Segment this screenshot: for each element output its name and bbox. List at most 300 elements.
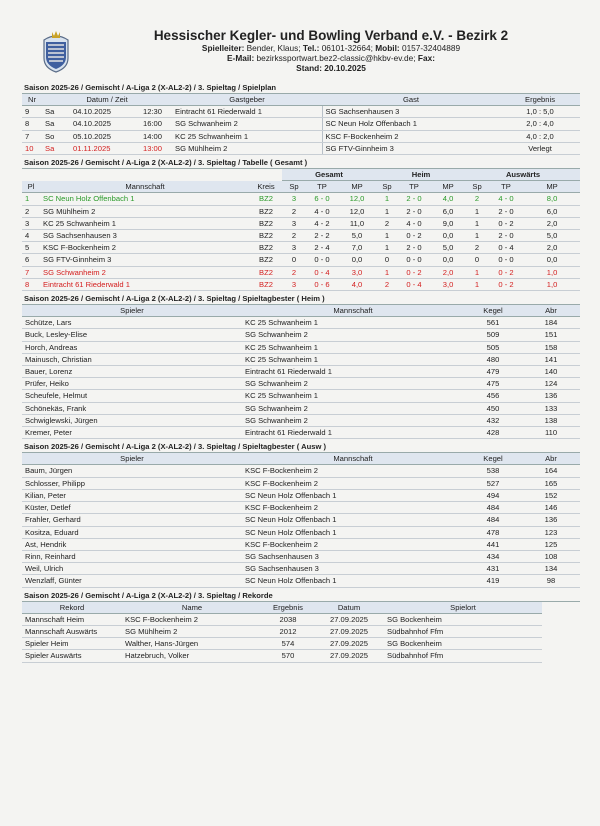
col-a-mp: MP [524,181,580,193]
standings-ausw-tp: 4 - 0 [488,193,524,205]
player-name: Küster, Detlef [22,502,242,514]
spielplan-table [22,94,580,155]
record-name: Walther, Hans-Jürgen [122,638,262,650]
player-abr: 140 [522,366,580,378]
standings-heim-tp: 0 - 2 [398,230,430,242]
player-name: Kremer, Peter [22,427,242,439]
record-venue: SG Bockenheim [384,638,542,650]
standings-gesamt-tp: 0 - 0 [306,254,338,266]
match-day: Sa [42,106,70,118]
player-abr: 98 [522,575,580,587]
standings-ausw-sp: 1 [466,266,488,278]
standings-heim-mp: 0,0 [430,254,466,266]
player-abr: 141 [522,353,580,365]
ausw-title: Saison 2025-26 / Gemischt / A-Liga 2 (X-AL2-2) / 3. Spieltag / Spieltagbester ( Ausw ) [22,441,580,453]
ausw-table [22,453,580,587]
player-team: SG Schwanheim 2 [242,402,464,414]
standings-ausw-tp: 0 - 4 [488,242,524,254]
hkbv-crest-icon [36,28,76,74]
col-spieler: Spieler [22,305,242,317]
record-type: Spieler Auswärts [22,650,122,662]
standings-gesamt-mp: 12,0 [338,205,376,217]
standings-gesamt-tp: 2 - 2 [306,230,338,242]
standings-ausw-tp: 2 - 0 [488,205,524,217]
col-mannschaft: Mannschaft [242,305,464,317]
standings-gesamt-sp: 3 [282,242,306,254]
player-kegel: 432 [464,414,522,426]
record-row [22,638,542,650]
player-name: Ast, Hendrik [22,538,242,550]
col-g-tp: TP [306,181,338,193]
match-nr: 9 [22,106,42,118]
ausw-best-row [22,502,580,514]
standings-heim-sp: 1 [376,266,398,278]
heim-title: Saison 2025-26 / Gemischt / A-Liga 2 (X-AL2-2) / 3. Spieltag / Spieltagbester ( Heim ) [22,293,580,305]
player-kegel: 509 [464,329,522,341]
standings-gesamt-sp: 2 [282,205,306,217]
match-host: Eintracht 61 Riederwald 1 [172,106,322,118]
player-abr: 136 [522,514,580,526]
standings-heim-sp: 1 [376,205,398,217]
match-host: KC 25 Schwanheim 1 [172,130,322,142]
col-g-sp: Sp [282,181,306,193]
standings-gesamt-tp: 6 - 0 [306,193,338,205]
player-team: KSC F-Bockenheim 2 [242,477,464,489]
player-abr: 146 [522,502,580,514]
col-ergebnis: Ergebnis [500,94,580,106]
heim-best-row [22,329,580,341]
player-team: KSC F-Bockenheim 2 [242,502,464,514]
standings-row [22,193,580,205]
player-name: Rinn, Reinhard [22,550,242,562]
standings-row [22,230,580,242]
col-gast: Gast [322,94,500,106]
player-team: KSC F-Bockenheim 2 [242,465,464,477]
standings-ausw-sp: 0 [466,254,488,266]
match-nr: 8 [22,118,42,130]
col-spieler: Spieler [22,453,242,465]
player-kegel: 484 [464,514,522,526]
col-a-tp: TP [488,181,524,193]
standings-gesamt-sp: 3 [282,217,306,229]
standings-gesamt-sp: 0 [282,254,306,266]
player-name: Kilian, Peter [22,489,242,501]
heim-best-row [22,341,580,353]
spielplan-row [22,142,580,154]
standings-ausw-mp: 6,0 [524,205,580,217]
player-team: SG Schwanheim 2 [242,378,464,390]
match-time: 16:00 [140,118,172,130]
player-kegel: 478 [464,526,522,538]
standings-row [22,205,580,217]
standings-team: KSC F-Bockenheim 2 [40,242,250,254]
player-abr: 123 [522,526,580,538]
standings-ausw-sp: 1 [466,205,488,217]
player-kegel: 561 [464,317,522,329]
standings-place: 8 [22,278,40,290]
standings-ausw-tp: 2 - 0 [488,230,524,242]
col-nr: Nr [22,94,42,106]
player-team: KC 25 Schwanheim 1 [242,390,464,402]
ausw-best-row [22,538,580,550]
record-date: 27.09.2025 [314,625,384,637]
match-time: 14:00 [140,130,172,142]
player-kegel: 505 [464,341,522,353]
standings-ausw-tp: 0 - 2 [488,266,524,278]
standings-gesamt-tp: 4 - 0 [306,205,338,217]
standings-kreis: BZ2 [250,254,282,266]
player-name: Weil, Ulrich [22,563,242,575]
ausw-best-row [22,489,580,501]
player-kegel: 441 [464,538,522,550]
standings-kreis: BZ2 [250,193,282,205]
standings-team: KC 25 Schwanheim 1 [40,217,250,229]
ausw-best-row [22,514,580,526]
col-spielort: Spielort [384,602,542,614]
match-date: 04.10.2025 [70,118,140,130]
player-team: SG Sachsenhausen 3 [242,550,464,562]
col-h-sp: Sp [376,181,398,193]
player-name: Mainusch, Christian [22,353,242,365]
heim-best-row [22,402,580,414]
standings-gesamt-mp: 5,0 [338,230,376,242]
match-nr: 10 [22,142,42,154]
ausw-best-row [22,575,580,587]
player-team: SC Neun Holz Offenbach 1 [242,575,464,587]
player-abr: 151 [522,329,580,341]
player-team: Eintracht 61 Riederwald 1 [242,427,464,439]
col-h-mp: MP [430,181,466,193]
col-abr: Abr [522,305,580,317]
player-abr: 133 [522,402,580,414]
player-name: Kositza, Eduard [22,526,242,538]
record-date: 27.09.2025 [314,650,384,662]
ausw-best-row [22,526,580,538]
document-page [22,22,580,663]
heim-best-row [22,414,580,426]
player-team: KC 25 Schwanheim 1 [242,317,464,329]
standings-heim-tp: 4 - 0 [398,217,430,229]
player-team: SC Neun Holz Offenbach 1 [242,514,464,526]
player-kegel: 480 [464,353,522,365]
col-kegel: Kegel [464,305,522,317]
col-mannschaft: Mannschaft [40,181,250,193]
record-type: Spieler Heim [22,638,122,650]
player-kegel: 479 [464,366,522,378]
standings-ausw-sp: 2 [466,193,488,205]
standings-team: SC Neun Holz Offenbach 1 [40,193,250,205]
record-date: 27.09.2025 [314,613,384,625]
player-kegel: 538 [464,465,522,477]
standings-place: 7 [22,266,40,278]
standings-heim-sp: 2 [376,278,398,290]
col-datum: Datum [314,602,384,614]
heim-table [22,305,580,439]
player-kegel: 450 [464,402,522,414]
standings-gesamt-sp: 3 [282,193,306,205]
standings-ausw-tp: 0 - 2 [488,278,524,290]
record-name: KSC F-Bockenheim 2 [122,613,262,625]
player-abr: 110 [522,427,580,439]
player-team: KSC F-Bockenheim 2 [242,538,464,550]
record-venue: Südbahnhof Ffm [384,650,542,662]
player-name: Schönekäs, Frank [22,402,242,414]
match-time: 13:00 [140,142,172,154]
player-name: Horch, Andreas [22,341,242,353]
standings-heim-tp: 0 - 0 [398,254,430,266]
record-row [22,613,542,625]
match-time: 12:30 [140,106,172,118]
standings-ausw-tp: 0 - 0 [488,254,524,266]
player-name: Frahler, Gerhard [22,514,242,526]
col-pl: Pl [22,181,40,193]
heim-best-row [22,366,580,378]
player-name: Schwiglewski, Jürgen [22,414,242,426]
standings-ausw-sp: 1 [466,278,488,290]
col-h-tp: TP [398,181,430,193]
player-name: Buck, Lesley-Elise [22,329,242,341]
standings-ausw-mp: 2,0 [524,242,580,254]
heim-best-row [22,353,580,365]
standings-place: 2 [22,205,40,217]
player-team: KC 25 Schwanheim 1 [242,353,464,365]
record-date: 27.09.2025 [314,638,384,650]
match-guest: SG FTV-Ginnheim 3 [322,142,500,154]
standings-row [22,217,580,229]
spielplan-title: Saison 2025-26 / Gemischt / A-Liga 2 (X-AL2-2) / 3. Spieltag / Spielplan [22,82,580,94]
record-result: 2038 [262,613,314,625]
standings-gesamt-tp: 4 - 2 [306,217,338,229]
standings-gesamt-tp: 2 - 4 [306,242,338,254]
match-guest: SC Neun Holz Offenbach 1 [322,118,500,130]
match-guest: KSC F-Bockenheim 2 [322,130,500,142]
record-row [22,650,542,662]
player-abr: 124 [522,378,580,390]
standings-gesamt-sp: 3 [282,278,306,290]
standings-gesamt-mp: 12,0 [338,193,376,205]
standings-team: Eintracht 61 Riederwald 1 [40,278,250,290]
standings-place: 6 [22,254,40,266]
standings-heim-sp: 1 [376,242,398,254]
standings-ausw-sp: 1 [466,217,488,229]
standings-ausw-sp: 2 [466,242,488,254]
record-result: 574 [262,638,314,650]
standings-team: SG Schwanheim 2 [40,266,250,278]
record-result: 2012 [262,625,314,637]
player-kegel: 494 [464,489,522,501]
standings-ausw-sp: 1 [466,230,488,242]
heim-best-row [22,378,580,390]
player-team: SC Neun Holz Offenbach 1 [242,489,464,501]
player-team: KC 25 Schwanheim 1 [242,341,464,353]
spielplan-row [22,106,580,118]
match-date: 05.10.2025 [70,130,140,142]
col-kreis: Kreis [250,181,282,193]
standings-kreis: BZ2 [250,230,282,242]
ausw-best-row [22,477,580,489]
col-gastgeber: Gastgeber [172,94,322,106]
standings-kreis: BZ2 [250,242,282,254]
standings-heim-mp: 5,0 [430,242,466,254]
standings-heim-mp: 4,0 [430,193,466,205]
standings-heim-mp: 0,0 [430,230,466,242]
col-name: Name [122,602,262,614]
player-abr: 164 [522,465,580,477]
standings-row [22,266,580,278]
standings-kreis: BZ2 [250,205,282,217]
player-name: Schütze, Lars [22,317,242,329]
standings-ausw-mp: 2,0 [524,217,580,229]
match-day: Sa [42,142,70,154]
col-kegel: Kegel [464,453,522,465]
standings-place: 4 [22,230,40,242]
record-venue: Südbahnhof Ffm [384,625,542,637]
player-kegel: 475 [464,378,522,390]
standings-heim-tp: 2 - 0 [398,193,430,205]
standings-heim-sp: 1 [376,193,398,205]
standings-gesamt-mp: 3,0 [338,266,376,278]
standings-kreis: BZ2 [250,217,282,229]
standings-gesamt-tp: 0 - 4 [306,266,338,278]
player-abr: 138 [522,414,580,426]
player-kegel: 456 [464,390,522,402]
standings-heim-tp: 2 - 0 [398,242,430,254]
spielplan-row [22,118,580,130]
player-team: SG Schwanheim 2 [242,329,464,341]
player-team: SG Schwanheim 2 [242,414,464,426]
group-heim: Heim [376,169,466,181]
standings-place: 3 [22,217,40,229]
player-abr: 184 [522,317,580,329]
ausw-best-row [22,550,580,562]
player-name: Scheufele, Helmut [22,390,242,402]
standings-place: 5 [22,242,40,254]
match-day: Sa [42,118,70,130]
player-abr: 108 [522,550,580,562]
col-rekord: Rekord [22,602,122,614]
player-kegel: 527 [464,477,522,489]
player-kegel: 484 [464,502,522,514]
record-type: Mannschaft Heim [22,613,122,625]
standings-kreis: BZ2 [250,266,282,278]
player-team: SG Sachsenhausen 3 [242,563,464,575]
ausw-best-row [22,465,580,477]
player-name: Bauer, Lorenz [22,366,242,378]
player-kegel: 419 [464,575,522,587]
col-mannschaft: Mannschaft [242,453,464,465]
record-name: SG Mühlheim 2 [122,625,262,637]
standings-heim-mp: 9,0 [430,217,466,229]
standings-gesamt-sp: 2 [282,266,306,278]
match-result: 2,0 : 4,0 [500,118,580,130]
standings-heim-tp: 0 - 4 [398,278,430,290]
player-abr: 136 [522,390,580,402]
standings-place: 1 [22,193,40,205]
standings-heim-tp: 2 - 0 [398,205,430,217]
standings-heim-mp: 2,0 [430,266,466,278]
spielplan-row [22,130,580,142]
record-row [22,625,542,637]
document-header [22,22,580,80]
rekorde-title: Saison 2025-26 / Gemischt / A-Liga 2 (X-AL2-2) / 3. Spieltag / Rekorde [22,590,580,602]
col-abr: Abr [522,453,580,465]
tabelle-table [22,169,580,291]
col-g-mp: MP [338,181,376,193]
standings-gesamt-mp: 0,0 [338,254,376,266]
record-name: Hatzebruch, Volker [122,650,262,662]
standings-gesamt-mp: 4,0 [338,278,376,290]
heim-best-row [22,317,580,329]
col-a-sp: Sp [466,181,488,193]
standings-ausw-mp: 5,0 [524,230,580,242]
col-ergebnis: Ergebnis [262,602,314,614]
standings-ausw-mp: 8,0 [524,193,580,205]
header-contact-line: Spielleiter: Bender, Klaus; Tel.: 06101-32664; Mobil: 0157-32404889 [201,43,461,53]
record-type: Mannschaft Auswärts [22,625,122,637]
standings-heim-sp: 2 [376,217,398,229]
match-result: 1,0 : 5,0 [500,106,580,118]
player-name: Schlosser, Philipp [22,477,242,489]
player-abr: 165 [522,477,580,489]
heim-best-row [22,390,580,402]
standings-team: SG Sachsenhausen 3 [40,230,250,242]
header-stand-line: Stand: 20.10.2025 [296,63,366,73]
player-abr: 125 [522,538,580,550]
standings-row [22,242,580,254]
match-date: 01.11.2025 [70,142,140,154]
rekorde-table [22,602,542,663]
match-result: Verlegt [500,142,580,154]
page-title: Hessischer Kegler- und Bowling Verband e.V. - Bezirk 2 [153,28,509,43]
standings-gesamt-sp: 2 [282,230,306,242]
standings-ausw-mp: 1,0 [524,278,580,290]
player-kegel: 428 [464,427,522,439]
standings-team: SG Mühlheim 2 [40,205,250,217]
match-guest: SG Sachsenhausen 3 [322,106,500,118]
player-kegel: 434 [464,550,522,562]
standings-row [22,254,580,266]
match-host: SG Schwanheim 2 [172,118,322,130]
standings-gesamt-mp: 11,0 [338,217,376,229]
standings-heim-sp: 0 [376,254,398,266]
player-abr: 152 [522,489,580,501]
standings-ausw-tp: 0 - 2 [488,217,524,229]
standings-ausw-mp: 0,0 [524,254,580,266]
standings-heim-mp: 6,0 [430,205,466,217]
player-name: Prüfer, Heiko [22,378,242,390]
record-result: 570 [262,650,314,662]
col-datum: Datum / Zeit [42,94,172,106]
standings-team: SG FTV-Ginnheim 3 [40,254,250,266]
header-email-line: E-Mail: bezirkssportwart.bez2-classic@hkbv-ev.de; Fax: [227,53,435,63]
player-abr: 158 [522,341,580,353]
match-day: So [42,130,70,142]
player-kegel: 431 [464,563,522,575]
player-abr: 134 [522,563,580,575]
tabelle-title: Saison 2025-26 / Gemischt / A-Liga 2 (X-AL2-2) / 3. Spieltag / Tabelle ( Gesamt ) [22,157,580,169]
group-auswaerts: Auswärts [466,169,580,181]
player-team: SC Neun Holz Offenbach 1 [242,526,464,538]
group-gesamt: Gesamt [282,169,376,181]
heim-best-row [22,427,580,439]
match-nr: 7 [22,130,42,142]
standings-gesamt-mp: 7,0 [338,242,376,254]
standings-heim-mp: 3,0 [430,278,466,290]
player-name: Wenzlaff, Günter [22,575,242,587]
standings-row [22,278,580,290]
ausw-best-row [22,563,580,575]
match-date: 04.10.2025 [70,106,140,118]
